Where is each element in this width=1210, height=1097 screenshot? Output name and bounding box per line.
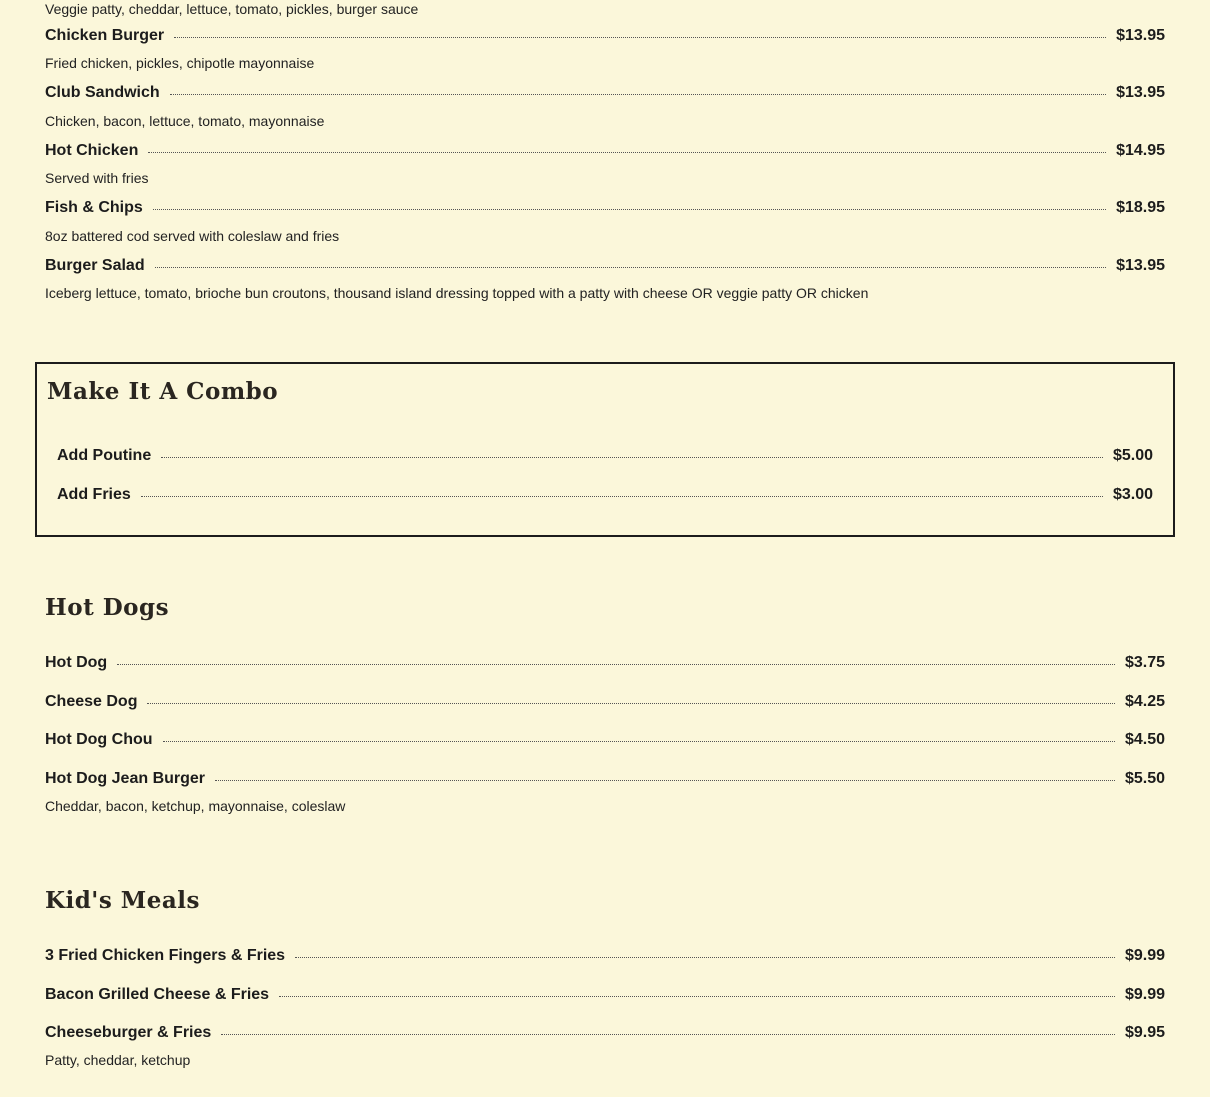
hotdogs-section: [45, 594, 1165, 814]
dotted-leader: [117, 664, 1115, 665]
menu-item: [45, 945, 1165, 967]
section-title: Hot Dogs: [45, 594, 170, 621]
dotted-leader: [163, 741, 1115, 742]
item-price: $13.95: [1116, 27, 1165, 44]
dotted-leader: [155, 267, 1106, 268]
dotted-leader: [141, 496, 1103, 497]
dotted-leader: [174, 37, 1106, 38]
menu-item: [45, 1022, 1165, 1069]
item-description: Served with fries: [45, 170, 149, 186]
menu-item: [45, 25, 1165, 72]
item-description: Patty, cheddar, ketchup: [45, 1052, 191, 1068]
item-price: $3.00: [1112, 486, 1153, 503]
item-description: Iceberg lettuce, tomato, brioche bun croutons, thousand island dressing topped with a patty with cheese OR veggie patty OR chicken: [45, 285, 869, 301]
section-title: Make It A Combo: [47, 378, 279, 405]
item-name: Chicken Burger: [45, 27, 165, 44]
menu-item: [45, 255, 1165, 302]
item-name: Hot Dog: [45, 654, 108, 671]
item-price: $5.00: [1112, 447, 1153, 464]
dotted-leader: [215, 780, 1115, 781]
item-description: 8oz battered cod served with coleslaw and fries: [45, 228, 340, 244]
item-price: $9.99: [1124, 947, 1165, 964]
item-price: $4.25: [1124, 693, 1165, 710]
menu-item: [45, 197, 1165, 245]
dotted-leader: [148, 152, 1106, 153]
kids-meals-section: [45, 887, 1165, 1068]
dotted-leader: [161, 457, 1103, 458]
item-price: $3.75: [1124, 654, 1165, 671]
combo-item-list: [57, 445, 1153, 467]
item-description: Chicken, bacon, lettuce, tomato, mayonnaise: [45, 113, 325, 129]
item-price: $13.95: [1116, 257, 1165, 274]
dotted-leader: [279, 996, 1115, 997]
item-description: Fried chicken, pickles, chipotle mayonnaise: [45, 55, 315, 71]
item-name: Cheeseburger & Fries: [45, 1024, 212, 1041]
item-name: Add Fries: [57, 486, 131, 503]
item-name: Club Sandwich: [45, 84, 160, 101]
dotted-leader: [221, 1034, 1115, 1035]
dotted-leader: [153, 209, 1106, 210]
item-name: 3 Fried Chicken Fingers & Fries: [45, 947, 286, 964]
menu-item: [45, 691, 1165, 713]
item-name: Hot Dog Chou: [45, 731, 153, 748]
item-name: Burger Salad: [45, 257, 145, 274]
dotted-leader: [295, 957, 1115, 958]
menu-item: [57, 484, 1153, 506]
item-description: Cheddar, bacon, ketchup, mayonnaise, coleslaw: [45, 798, 346, 814]
menu-item: [45, 652, 1165, 674]
item-price: $14.95: [1116, 142, 1165, 159]
item-name: Fish & Chips: [45, 199, 143, 216]
menu-item: [57, 445, 1153, 467]
item-name: Hot Chicken: [45, 142, 139, 159]
item-name: Add Poutine: [57, 447, 152, 464]
item-name: Cheese Dog: [45, 693, 138, 710]
dotted-leader: [170, 94, 1106, 95]
menu-item: [45, 140, 1165, 187]
menu-item: [45, 768, 1165, 815]
item-name: Hot Dog Jean Burger: [45, 770, 206, 787]
menu-item: [45, 984, 1165, 1006]
combo-section: [35, 362, 1175, 537]
menu-item: [45, 729, 1165, 751]
item-price: $9.99: [1124, 986, 1165, 1003]
item-name: Bacon Grilled Cheese & Fries: [45, 986, 270, 1003]
menu-item: [45, 82, 1165, 130]
item-price: $9.95: [1124, 1024, 1165, 1041]
item-price: $13.95: [1116, 84, 1165, 101]
item-price: $5.50: [1124, 770, 1165, 787]
section-title: Kid's Meals: [45, 887, 200, 914]
item-price: $18.95: [1116, 199, 1165, 216]
item-price: $4.50: [1124, 731, 1165, 748]
combo-item-list: [57, 484, 1153, 506]
item-description: Veggie patty, cheddar, lettuce, tomato, pickles, burger sauce: [45, 1, 419, 17]
dotted-leader: [147, 703, 1114, 704]
